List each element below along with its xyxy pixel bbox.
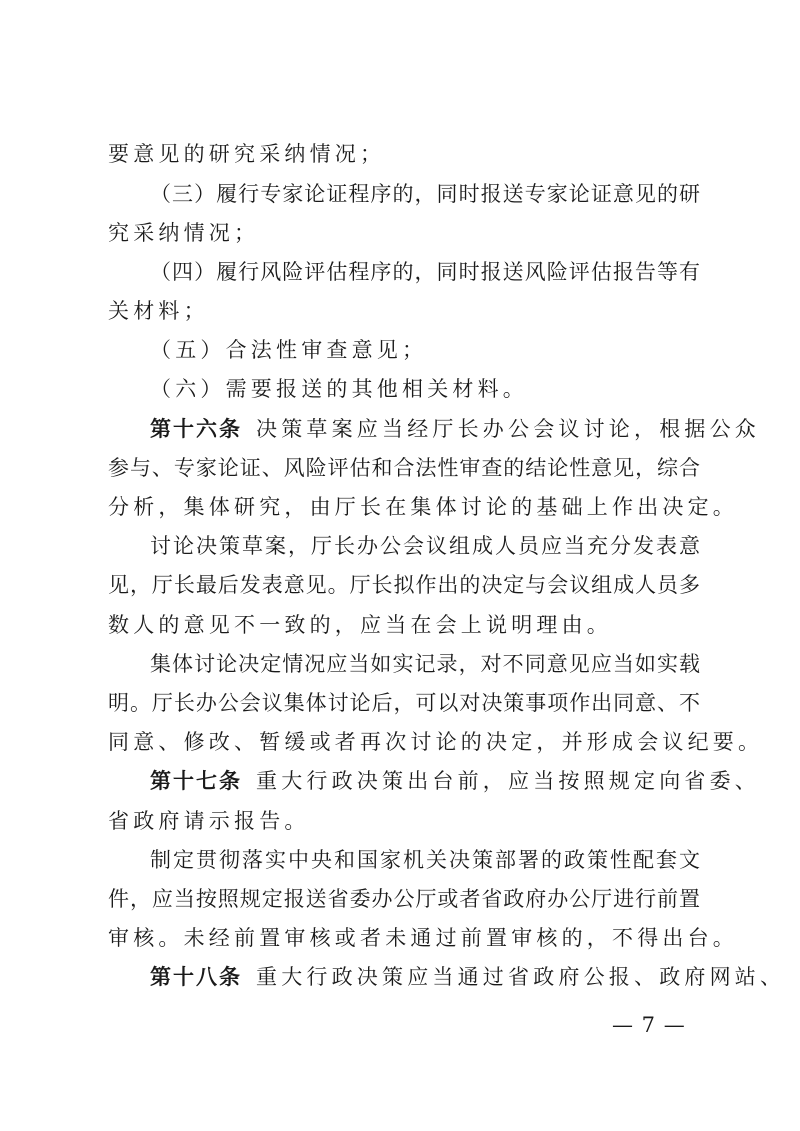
text-line-content: 参与、专家论证、风险评估和合法性审查的结论性意见，综合 [108, 456, 700, 480]
text-line-content: 要意见的研究采纳情况； [108, 142, 386, 166]
text-line [108, 886, 700, 912]
text-line-content: 决策草案应当经厅长办公会议讨论，根据公众 [256, 417, 760, 441]
text-line-content: 见，厅长最后发表意见。厅长拟作出的决定与会议组成人员多 [108, 573, 700, 597]
text-line [150, 533, 700, 559]
text-line-content: 重大行政决策应当通过省政府公报、政府网站、 [256, 965, 786, 989]
article-18-line [150, 964, 786, 990]
article-17-line [150, 768, 760, 794]
text-line [108, 141, 700, 167]
article-label: 第十七条 [150, 769, 242, 793]
article-16-line [150, 416, 760, 442]
text-line [108, 690, 700, 716]
text-line-content: 制定贯彻落实中央和国家机关决策部署的政策性配套文 [150, 848, 700, 872]
text-line-content: 明。厅长办公会议集体讨论后，可以对决策事项作出同意、不 [108, 691, 700, 715]
text-line-content: 省政府请示报告。 [108, 809, 310, 833]
text-line [150, 259, 700, 285]
text-line-content: 审核。未经前置审核或者未通过前置审核的，不得出台。 [108, 926, 738, 950]
text-line [108, 494, 738, 520]
text-line-content: 讨论决策草案，厅长办公会议组成人员应当充分发表意 [150, 534, 700, 558]
text-line [108, 729, 764, 755]
text-line [108, 612, 700, 638]
text-line-content: 集体讨论决定情况应当如实记录，对不同意见应当如实载 [150, 652, 700, 676]
page-number: — 7 — [612, 1013, 686, 1037]
text-line [108, 925, 738, 951]
text-line [108, 298, 700, 324]
text-line [150, 337, 700, 363]
text-line [108, 808, 700, 834]
text-line-content: 件，应当按照规定报送省委办公厅或者省政府办公厅进行前置 [108, 887, 700, 911]
text-line [108, 572, 700, 598]
text-line [108, 455, 700, 481]
article-label: 第十六条 [150, 417, 242, 441]
text-line-content: （四）履行风险评估程序的，同时报送风险评估报告等有 [150, 260, 700, 284]
text-line [150, 181, 700, 207]
text-line-content: （五）合法性审查意见； [150, 338, 428, 362]
text-line-content: 究采纳情况； [108, 221, 260, 245]
text-line-content: （三）履行专家论证程序的，同时报送专家论证意见的研 [150, 182, 700, 206]
text-line [150, 651, 700, 677]
text-line-content: 分析，集体研究，由厅长在集体讨论的基础上作出决定。 [108, 495, 738, 519]
text-line-content: 关材料； [108, 299, 209, 323]
text-line-content: 重大行政决策出台前，应当按照规定向省委、 [256, 769, 760, 793]
text-line-content: 数人的意见不一致的，应当在会上说明理由。 [108, 613, 612, 637]
text-line [150, 376, 700, 402]
text-line-content: 同意、修改、暂缓或者再次讨论的决定，并形成会议纪要。 [108, 730, 764, 754]
text-line-content: （六）需要报送的其他相关材料。 [150, 377, 528, 401]
text-line [108, 220, 700, 246]
article-label: 第十八条 [150, 965, 242, 989]
text-line [150, 847, 700, 873]
